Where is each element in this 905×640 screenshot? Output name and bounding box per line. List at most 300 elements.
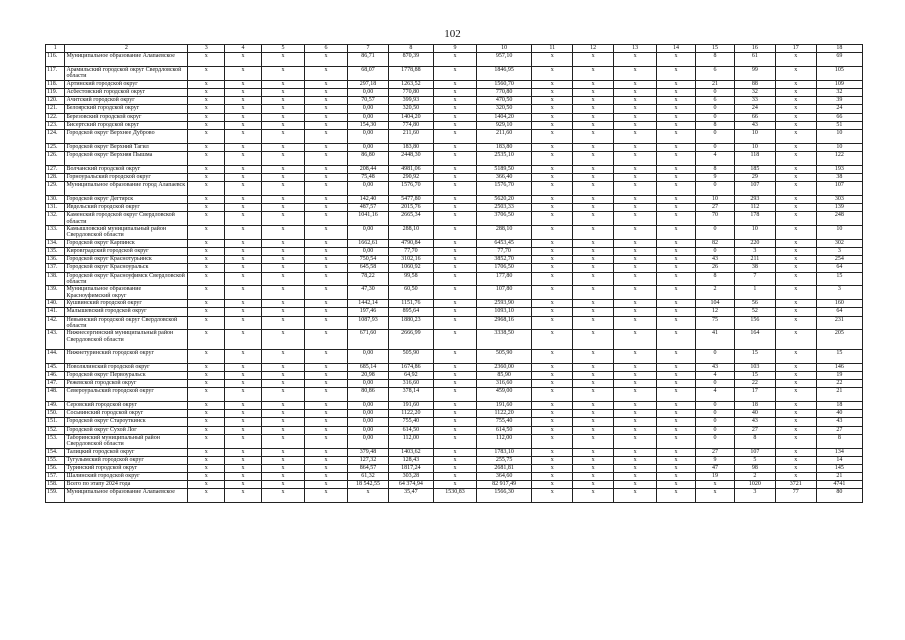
value-cell: х	[532, 426, 573, 434]
value-cell: х	[261, 272, 304, 286]
value-cell: 0	[696, 248, 735, 256]
value-cell: х	[614, 464, 657, 472]
value-cell: 4	[696, 371, 735, 379]
value-cell: х	[775, 226, 816, 240]
value-cell: х	[433, 212, 476, 226]
value-cell: х	[573, 363, 614, 371]
value-cell: 255,75	[476, 456, 531, 464]
value-cell: х	[657, 204, 696, 212]
value-cell: 24	[734, 105, 775, 113]
row-number-cell: 123.	[46, 121, 65, 129]
row-number-cell: 148.	[46, 388, 65, 402]
value-cell: х	[657, 300, 696, 308]
value-cell: 1846,95	[476, 66, 531, 80]
value-cell: 1087,93	[347, 316, 388, 330]
value-cell: 0,00	[347, 401, 388, 409]
row-number-cell: 142.	[46, 316, 65, 330]
value-cell: х	[532, 143, 573, 151]
value-cell: 82 917,49	[476, 481, 531, 489]
value-cell: х	[614, 97, 657, 105]
municipality-name-cell: Городской округ Первоуральск	[65, 371, 188, 379]
value-cell: 10	[696, 195, 735, 203]
value-cell: х	[532, 165, 573, 173]
municipality-name-cell: Серовский городской округ	[65, 401, 188, 409]
value-cell: х	[433, 286, 476, 300]
value-cell: х	[573, 151, 614, 165]
value-cell: х	[573, 113, 614, 121]
value-cell: х	[304, 212, 347, 226]
value-cell: 1560,70	[476, 80, 531, 88]
value-cell: х	[775, 380, 816, 388]
value-cell: х	[304, 53, 347, 67]
value-cell: 320,50	[476, 105, 531, 113]
value-cell: х	[573, 173, 614, 181]
column-number-cell: 7	[347, 45, 388, 53]
value-cell: х	[775, 418, 816, 426]
row-number-cell: 124.	[46, 129, 65, 143]
value-cell: х	[696, 481, 735, 489]
value-cell: 43	[816, 418, 862, 426]
value-cell: х	[261, 239, 304, 247]
value-cell: 40	[816, 410, 862, 418]
value-cell: х	[433, 226, 476, 240]
table-row	[46, 264, 863, 272]
value-cell: х	[775, 349, 816, 363]
value-cell: 99	[734, 66, 775, 80]
value-cell: 69	[816, 53, 862, 67]
value-cell: 10	[734, 129, 775, 143]
value-cell: х	[188, 388, 225, 402]
value-cell: х	[261, 330, 304, 349]
value-cell: 774,80	[388, 121, 433, 129]
column-number-cell: 13	[614, 45, 657, 53]
value-cell: х	[433, 434, 476, 448]
municipality-name-cell: Городской округ Сухой Лог	[65, 426, 188, 434]
value-cell: х	[225, 165, 262, 173]
value-cell: 139	[816, 204, 862, 212]
value-cell: 22	[734, 380, 775, 388]
value-cell: х	[532, 434, 573, 448]
value-cell: х	[261, 308, 304, 316]
value-cell: 107,80	[476, 286, 531, 300]
row-number-cell: 138.	[46, 272, 65, 286]
value-cell: х	[614, 363, 657, 371]
value-cell: 1151,76	[388, 300, 433, 308]
value-cell: 10	[816, 143, 862, 151]
municipality-name-cell: Белоярский городской округ	[65, 105, 188, 113]
value-cell: 671,60	[347, 330, 388, 349]
row-number-cell: 140.	[46, 300, 65, 308]
value-cell: 98	[734, 464, 775, 472]
value-cell: х	[614, 80, 657, 88]
value-cell: 56	[734, 300, 775, 308]
value-cell: х	[304, 66, 347, 80]
value-cell: х	[614, 88, 657, 96]
row-number-cell: 122.	[46, 113, 65, 121]
table-row	[46, 473, 863, 481]
value-cell: 146	[816, 363, 862, 371]
municipality-name-cell: Талицкий городской округ	[65, 448, 188, 456]
municipality-name-cell: Асбестовский городской округ	[65, 88, 188, 96]
value-cell: х	[775, 121, 816, 129]
row-number-cell: 155.	[46, 456, 65, 464]
value-cell: 80	[816, 489, 862, 503]
value-cell: х	[188, 473, 225, 481]
value-cell: х	[775, 308, 816, 316]
row-number-cell: 130.	[46, 195, 65, 203]
value-cell: х	[775, 212, 816, 226]
value-cell: х	[573, 80, 614, 88]
value-cell: х	[188, 105, 225, 113]
value-cell: 2360,00	[476, 363, 531, 371]
municipality-name-cell: Муниципальное образование Красноуфимский округ	[65, 286, 188, 300]
value-cell: х	[188, 88, 225, 96]
table-row	[46, 88, 863, 96]
value-cell: 303,28	[388, 473, 433, 481]
value-cell: х	[225, 256, 262, 264]
value-cell: х	[304, 473, 347, 481]
column-number-cell: 14	[657, 45, 696, 53]
value-cell: х	[304, 105, 347, 113]
table-row	[46, 481, 863, 489]
value-cell: 505,90	[476, 349, 531, 363]
table-row	[46, 272, 863, 286]
table-row	[46, 434, 863, 448]
column-number-cell: 5	[261, 45, 304, 53]
value-cell: х	[573, 143, 614, 151]
value-cell: х	[573, 456, 614, 464]
value-cell: 26	[696, 264, 735, 272]
value-cell: 127,32	[347, 456, 388, 464]
value-cell: 43	[696, 363, 735, 371]
value-cell: х	[261, 129, 304, 143]
value-cell: х	[532, 173, 573, 181]
value-cell: х	[225, 105, 262, 113]
value-cell: 0	[696, 105, 735, 113]
value-cell: х	[225, 380, 262, 388]
value-cell: х	[304, 239, 347, 247]
value-cell: х	[433, 129, 476, 143]
value-cell: х	[614, 143, 657, 151]
value-cell: 10	[734, 143, 775, 151]
value-cell: х	[433, 204, 476, 212]
row-number-cell: 152.	[46, 426, 65, 434]
value-cell: х	[532, 481, 573, 489]
value-cell: х	[573, 121, 614, 129]
value-cell: х	[775, 330, 816, 349]
value-cell: 0	[696, 129, 735, 143]
value-cell: х	[657, 410, 696, 418]
value-cell: 156	[734, 316, 775, 330]
value-cell: х	[347, 489, 388, 503]
value-cell: х	[573, 286, 614, 300]
value-cell: х	[657, 316, 696, 330]
value-cell: х	[573, 129, 614, 143]
column-number-cell: 12	[573, 45, 614, 53]
value-cell: х	[657, 264, 696, 272]
row-number-cell: 117.	[46, 66, 65, 80]
value-cell: х	[657, 88, 696, 96]
value-cell: 1880,23	[388, 316, 433, 330]
value-cell: 1122,20	[476, 410, 531, 418]
value-cell: х	[775, 388, 816, 402]
value-cell: х	[614, 113, 657, 121]
value-cell: х	[188, 248, 225, 256]
value-cell: 128,43	[388, 456, 433, 464]
value-cell: х	[614, 264, 657, 272]
value-cell: х	[433, 410, 476, 418]
value-cell: х	[657, 226, 696, 240]
row-number-cell: 128.	[46, 173, 65, 181]
row-number-cell: 118.	[46, 80, 65, 88]
value-cell: х	[433, 300, 476, 308]
value-cell: х	[775, 239, 816, 247]
value-cell: х	[775, 371, 816, 379]
value-cell: 505,90	[388, 349, 433, 363]
value-cell: х	[532, 286, 573, 300]
value-cell: х	[775, 256, 816, 264]
value-cell: х	[225, 456, 262, 464]
value-cell: х	[261, 456, 304, 464]
value-cell: х	[573, 330, 614, 349]
value-cell: 0	[696, 410, 735, 418]
value-cell: 5477,80	[388, 195, 433, 203]
value-cell: х	[573, 300, 614, 308]
table-row	[46, 410, 863, 418]
value-cell: х	[433, 173, 476, 181]
municipality-name-cell: Городской округ Красноуфимск Свердловской области	[65, 272, 188, 286]
value-cell: 105	[816, 66, 862, 80]
value-cell: 0	[696, 380, 735, 388]
value-cell: х	[657, 481, 696, 489]
value-cell: х	[573, 464, 614, 472]
value-cell: 85,90	[476, 371, 531, 379]
value-cell: 43	[734, 121, 775, 129]
value-cell: 1576,70	[388, 182, 433, 196]
row-number-cell: 159.	[46, 489, 65, 503]
value-cell: х	[614, 308, 657, 316]
value-cell: х	[614, 248, 657, 256]
value-cell: х	[188, 489, 225, 503]
column-number-cell: 1	[46, 45, 65, 53]
row-number-cell: 135.	[46, 248, 65, 256]
value-cell: х	[304, 300, 347, 308]
row-number-cell: 147.	[46, 380, 65, 388]
column-number-cell: 18	[816, 45, 862, 53]
value-cell: 3706,50	[476, 212, 531, 226]
value-cell: 183,80	[476, 143, 531, 151]
value-cell: 64	[816, 308, 862, 316]
table-row	[46, 195, 863, 203]
value-cell: х	[775, 434, 816, 448]
value-cell: х	[188, 371, 225, 379]
value-cell: 1706,50	[476, 264, 531, 272]
value-cell: 0,00	[347, 410, 388, 418]
value-cell: 178	[734, 212, 775, 226]
value-cell: 5620,20	[476, 195, 531, 203]
value-cell: х	[225, 66, 262, 80]
value-cell: 193	[816, 165, 862, 173]
value-cell: х	[775, 129, 816, 143]
value-cell: х	[225, 182, 262, 196]
value-cell: 70	[696, 212, 735, 226]
value-cell: х	[532, 182, 573, 196]
table-row	[46, 97, 863, 105]
value-cell: 220	[734, 239, 775, 247]
value-cell: х	[188, 448, 225, 456]
value-cell: х	[188, 121, 225, 129]
value-cell: х	[304, 363, 347, 371]
value-cell: х	[433, 239, 476, 247]
value-cell: х	[614, 300, 657, 308]
value-cell: х	[304, 113, 347, 121]
value-cell: 51	[816, 121, 862, 129]
value-cell: х	[261, 256, 304, 264]
value-cell: 614,50	[388, 426, 433, 434]
municipality-name-cell: Городской округ Карпинск	[65, 239, 188, 247]
value-cell: х	[225, 113, 262, 121]
value-cell: х	[657, 464, 696, 472]
value-cell: 18	[734, 401, 775, 409]
value-cell: х	[657, 151, 696, 165]
value-cell: х	[225, 401, 262, 409]
value-cell: 10	[734, 226, 775, 240]
value-cell: х	[657, 388, 696, 402]
value-cell: 770,80	[388, 88, 433, 96]
value-cell: 1	[734, 286, 775, 300]
value-cell: х	[433, 363, 476, 371]
value-cell: х	[261, 481, 304, 489]
value-cell: х	[261, 410, 304, 418]
value-cell: х	[532, 349, 573, 363]
value-cell: 14	[816, 456, 862, 464]
value-cell: х	[188, 143, 225, 151]
value-cell: х	[614, 66, 657, 80]
value-cell: х	[614, 105, 657, 113]
value-cell: 21	[816, 473, 862, 481]
value-cell: х	[614, 434, 657, 448]
value-cell: х	[573, 434, 614, 448]
value-cell: 32	[816, 88, 862, 96]
value-cell: х	[261, 212, 304, 226]
value-cell: х	[304, 410, 347, 418]
value-cell: 290,92	[388, 173, 433, 181]
value-cell: х	[532, 464, 573, 472]
value-cell: х	[304, 226, 347, 240]
value-cell: х	[532, 264, 573, 272]
value-cell: х	[225, 363, 262, 371]
value-cell: 4741	[816, 481, 862, 489]
value-cell: х	[657, 195, 696, 203]
value-cell: х	[532, 363, 573, 371]
value-cell: х	[775, 272, 816, 286]
value-cell: х	[188, 481, 225, 489]
value-cell: 1263,52	[388, 80, 433, 88]
table-row	[46, 66, 863, 80]
value-cell: 134	[816, 448, 862, 456]
municipality-name-cell: Кушвинский городской округ	[65, 300, 188, 308]
value-cell: 191,60	[388, 401, 433, 409]
value-cell: х	[188, 426, 225, 434]
value-cell: х	[532, 226, 573, 240]
value-cell: х	[775, 316, 816, 330]
value-cell: 870,39	[388, 53, 433, 67]
table-row	[46, 80, 863, 88]
value-cell: х	[225, 173, 262, 181]
value-cell: 1403,62	[388, 448, 433, 456]
value-cell: 68,07	[347, 66, 388, 80]
table-body	[46, 45, 863, 503]
row-number-cell: 153.	[46, 434, 65, 448]
value-cell: 35,47	[388, 489, 433, 503]
value-cell: х	[573, 481, 614, 489]
value-cell: х	[261, 66, 304, 80]
value-cell: х	[261, 80, 304, 88]
value-cell: 86,71	[347, 53, 388, 67]
value-cell: х	[261, 418, 304, 426]
value-cell: х	[225, 264, 262, 272]
value-cell: х	[304, 97, 347, 105]
value-cell: х	[532, 316, 573, 330]
value-cell: 0	[696, 113, 735, 121]
value-cell: х	[657, 53, 696, 67]
value-cell: 2968,16	[476, 316, 531, 330]
municipality-name-cell: Муниципальное образование Алапаевское	[65, 53, 188, 67]
value-cell: х	[304, 204, 347, 212]
value-cell: х	[573, 195, 614, 203]
value-cell: х	[261, 151, 304, 165]
row-number-cell: 127.	[46, 165, 65, 173]
value-cell: 2015,76	[388, 204, 433, 212]
value-cell: х	[614, 489, 657, 503]
value-cell: х	[657, 212, 696, 226]
column-number-cell: 17	[775, 45, 816, 53]
value-cell: х	[657, 349, 696, 363]
value-cell: 0	[696, 418, 735, 426]
value-cell: 0,00	[347, 349, 388, 363]
value-cell: х	[433, 371, 476, 379]
value-cell: х	[433, 380, 476, 388]
table-row	[46, 165, 863, 173]
value-cell: х	[532, 239, 573, 247]
row-number-cell: 137.	[46, 264, 65, 272]
value-cell: х	[614, 121, 657, 129]
table-row	[46, 121, 863, 129]
value-cell: 12	[696, 308, 735, 316]
municipality-name-cell: Малышевский городской округ	[65, 308, 188, 316]
value-cell: х	[188, 380, 225, 388]
value-cell: 750,54	[347, 256, 388, 264]
value-cell: 8	[734, 434, 775, 448]
value-cell: х	[433, 418, 476, 426]
value-cell: х	[433, 105, 476, 113]
value-cell: 1530,83	[433, 489, 476, 503]
value-cell: 211,60	[476, 129, 531, 143]
value-cell: 112,00	[388, 434, 433, 448]
municipality-name-cell: Кировградский городской округ	[65, 248, 188, 256]
value-cell: 18 542,55	[347, 481, 388, 489]
value-cell: х	[188, 204, 225, 212]
value-cell: х	[657, 363, 696, 371]
value-cell: х	[614, 286, 657, 300]
value-cell: х	[573, 371, 614, 379]
value-cell: х	[225, 481, 262, 489]
value-cell: х	[532, 105, 573, 113]
value-cell: 248	[816, 212, 862, 226]
value-cell: 0,00	[347, 129, 388, 143]
value-cell: 2	[696, 286, 735, 300]
value-cell: х	[775, 401, 816, 409]
